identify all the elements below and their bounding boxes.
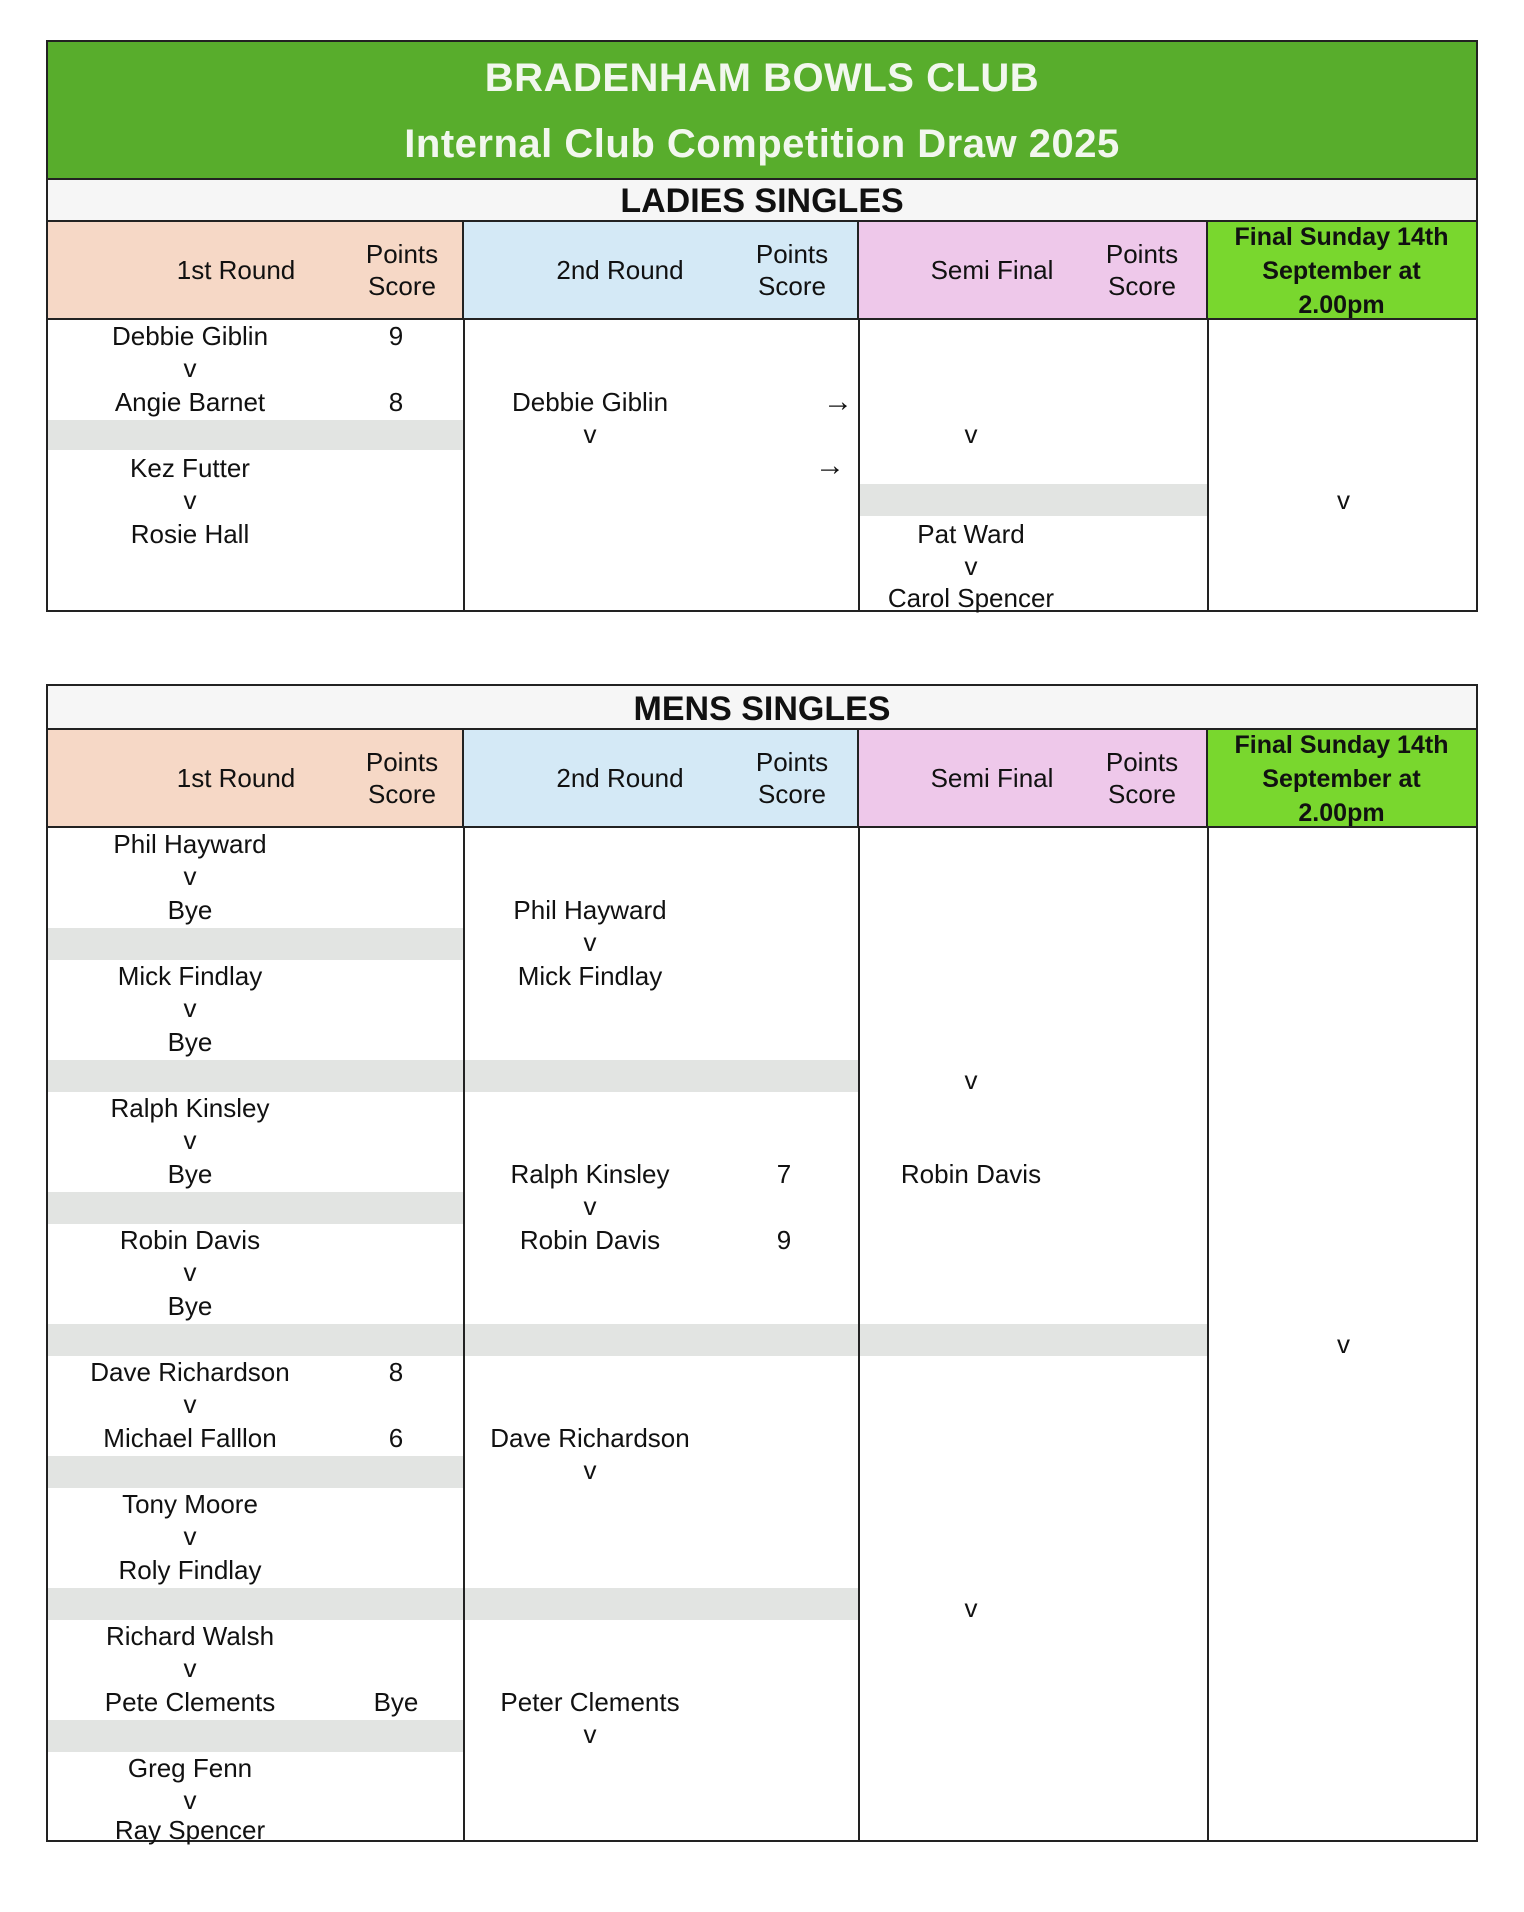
ladies-bracket <box>46 318 1478 612</box>
mens-header-row <box>46 728 1478 828</box>
divider <box>462 220 464 320</box>
ladies-round1-label: 1st Round <box>176 255 296 285</box>
mens-r1-m4-player2: Bye <box>167 1291 213 1321</box>
mens-r1-m8-player1: Greg Fenn <box>127 1753 253 1783</box>
mens-r1-m3-versus: v <box>183 1125 197 1155</box>
mens-r1-m5-player2: Michael Falllon <box>103 1423 277 1453</box>
divider <box>1206 728 1208 828</box>
points-label: Points <box>365 239 439 269</box>
ladies-semi-m2-versus: v <box>964 551 978 581</box>
mens-r1-m5-score2: 6 <box>388 1423 404 1453</box>
mens-r1-m2-player2: Bye <box>167 1027 213 1057</box>
mens-r1-m1-versus: v <box>183 861 197 891</box>
mens-r2-m2-player1: Ralph Kinsley <box>510 1159 670 1189</box>
points-label: Points <box>755 747 829 777</box>
mens-r1-m1-player1: Phil Hayward <box>113 829 267 859</box>
separator-band <box>48 420 463 450</box>
mens-section-title: MENS SINGLES <box>46 684 1478 730</box>
ladies-round2-points-label <box>736 238 848 302</box>
score-label: Score <box>758 779 826 809</box>
final-date-line3: 2.00pm <box>1298 799 1385 827</box>
ladies-r2-m1-versus: v <box>583 419 597 449</box>
ladies-final-versus: v <box>1337 485 1350 515</box>
ladies-semi-m1-versus: v <box>964 419 978 449</box>
separator-band <box>48 1456 463 1488</box>
advance-arrow: → <box>815 449 845 482</box>
competition-subtitle: Internal Club Competition Draw 2025 <box>404 122 1120 166</box>
points-label: Points <box>755 239 829 269</box>
mens-r2-m4-versus: v <box>583 1719 597 1749</box>
points-label: Points <box>1105 747 1179 777</box>
final-date-line2: September at <box>1262 765 1421 793</box>
mens-final-versus: v <box>1337 1329 1350 1359</box>
ladies-section-title: LADIES SINGLES <box>46 178 1478 222</box>
final-date-line1: Final Sunday 14th <box>1234 731 1449 759</box>
separator-band <box>48 1060 858 1092</box>
final-date-line3: 2.00pm <box>1298 291 1385 319</box>
mens-r2-m1-player1: Phil Hayward <box>513 895 667 925</box>
ladies-r1-m1-score1: 9 <box>388 321 404 351</box>
mens-r1-m6-versus: v <box>183 1521 197 1551</box>
mens-semi-label: Semi Final <box>930 763 1054 793</box>
mens-r1-m7-player1: Richard Walsh <box>105 1621 275 1651</box>
mens-r1-m7-score2: Bye <box>373 1687 419 1717</box>
ladies-r1-m1-versus: v <box>183 353 197 383</box>
club-name: BRADENHAM BOWLS CLUB <box>484 56 1040 100</box>
mens-r1-m6-player2: Roly Findlay <box>118 1555 262 1585</box>
mens-r1-m5-score1: 8 <box>388 1357 404 1387</box>
ladies-semi-m2-player2: Carol Spencer <box>887 583 1055 613</box>
mens-r1-m6-player1: Tony Moore <box>122 1489 258 1519</box>
separator-band <box>48 1588 858 1620</box>
mens-r1-m2-versus: v <box>183 993 197 1023</box>
mens-r1-m5-player1: Dave Richardson <box>90 1357 290 1387</box>
mens-bracket <box>46 826 1478 1845</box>
final-date-line1: Final Sunday 14th <box>1234 223 1449 251</box>
separator-band <box>48 1324 1207 1356</box>
ladies-r1-m1-player1: Debbie Giblin <box>111 321 269 351</box>
mens-r2-m2-score2: 9 <box>776 1225 792 1255</box>
ladies-r1-m2-player1: Kez Futter <box>130 453 250 483</box>
final-date-line2: September at <box>1262 257 1421 285</box>
divider <box>857 220 859 320</box>
mens-round2-label: 2nd Round <box>556 763 684 793</box>
score-label: Score <box>368 779 436 809</box>
mens-r1-m3-player2: Bye <box>167 1159 213 1189</box>
ladies-r1-m2-versus: v <box>183 485 197 515</box>
mens-r1-m4-versus: v <box>183 1257 197 1287</box>
divider <box>857 728 859 828</box>
score-label: Score <box>1108 271 1176 301</box>
ladies-r1-m1-player2: Angie Barnet <box>114 387 266 417</box>
ladies-r1-m2-player2: Rosie Hall <box>130 519 250 549</box>
ladies-r2-m1-player1: Debbie Giblin <box>511 387 669 417</box>
mens-r1-m8-player2: Ray Spencer <box>114 1815 266 1845</box>
ladies-r1-m1-score2: 8 <box>388 387 404 417</box>
mens-semi-m1-player2: Robin Davis <box>900 1159 1042 1189</box>
separator-band <box>48 1192 463 1224</box>
separator-band <box>48 928 463 960</box>
mens-r1-m8-versus: v <box>183 1785 197 1815</box>
mens-r1-m2-player1: Mick Findlay <box>117 961 263 991</box>
score-label: Score <box>368 271 436 301</box>
separator-band <box>860 484 1207 516</box>
mens-round1-label: 1st Round <box>176 763 296 793</box>
divider <box>1206 220 1208 320</box>
divider <box>463 320 465 612</box>
mens-r2-m2-versus: v <box>583 1191 597 1221</box>
mens-semi-points-label <box>1086 746 1198 810</box>
mens-round2-points-label <box>736 746 848 810</box>
divider <box>1207 320 1209 612</box>
mens-r2-m2-score1: 7 <box>776 1159 792 1189</box>
mens-r1-m4-player1: Robin Davis <box>119 1225 261 1255</box>
mens-semi-m1-versus: v <box>964 1065 978 1095</box>
mens-r1-m7-player2: Pete Clements <box>104 1687 276 1717</box>
ladies-header-row <box>46 220 1478 320</box>
ladies-semi-points-label <box>1086 238 1198 302</box>
mens-r1-m7-versus: v <box>183 1653 197 1683</box>
mens-r2-m3-player1: Dave Richardson <box>490 1423 690 1453</box>
ladies-final-header <box>1207 220 1478 320</box>
mens-r2-m2-player2: Robin Davis <box>519 1225 661 1255</box>
mens-final-header <box>1207 728 1478 828</box>
mens-r2-m3-versus: v <box>583 1455 597 1485</box>
mens-semi-m2-versus: v <box>964 1593 978 1623</box>
club-banner <box>46 40 1478 178</box>
divider <box>858 828 860 1842</box>
mens-r1-m3-player1: Ralph Kinsley <box>110 1093 270 1123</box>
ladies-semi-label: Semi Final <box>930 255 1054 285</box>
points-label: Points <box>1105 239 1179 269</box>
mens-r1-m1-player2: Bye <box>167 895 213 925</box>
mens-r2-m1-versus: v <box>583 927 597 957</box>
divider <box>462 728 464 828</box>
advance-arrow: → <box>823 385 853 418</box>
mens-r1-m5-versus: v <box>183 1389 197 1419</box>
ladies-semi-m2-player1: Pat Ward <box>917 519 1025 549</box>
points-label: Points <box>365 747 439 777</box>
mens-r2-m4-player1: Peter Clements <box>500 1687 680 1717</box>
ladies-round2-label: 2nd Round <box>556 255 684 285</box>
score-label: Score <box>1108 779 1176 809</box>
mens-round1-points-label <box>346 746 458 810</box>
score-label: Score <box>758 271 826 301</box>
ladies-round1-points-label <box>346 238 458 302</box>
separator-band <box>48 1720 463 1752</box>
mens-r2-m1-player2: Mick Findlay <box>517 961 663 991</box>
